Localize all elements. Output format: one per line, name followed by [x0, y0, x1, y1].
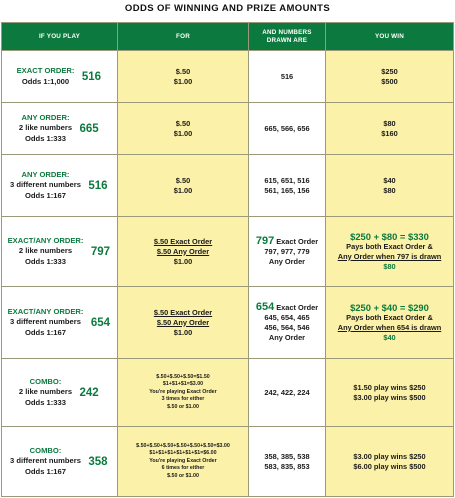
win-line: $1.50 play wins $250: [353, 382, 426, 392]
drawn-cell: [249, 359, 326, 427]
play-odds: Odds 1:1,000: [21, 76, 70, 86]
for-line: $.50+$.50+$.50=$1.50: [156, 373, 210, 380]
table-row: [2, 427, 454, 497]
play-cell: [2, 427, 118, 497]
header-numbers-drawn-line1: AND NUMBERS: [262, 28, 312, 36]
drawn-highlight-number: 797: [255, 235, 275, 247]
drawn-line: 615, 651, 516: [264, 175, 310, 185]
play-odds: Odds 1:167: [25, 190, 66, 200]
for-line: $1.00: [173, 185, 193, 195]
for-line: $.50: [175, 66, 191, 76]
for-line: $.50 Any Order: [156, 246, 210, 256]
win-total: $40: [383, 332, 396, 342]
for-line: $.50+$.50+$.50+$.50+$.50+$.50=$3.00: [136, 442, 230, 449]
drawn-line: 797, 977, 779: [264, 247, 310, 256]
win-line: $3.00 play wins $250: [353, 451, 426, 461]
drawn-highlight-number: 654: [255, 301, 275, 313]
for-line: $.50 Exact Order: [153, 236, 213, 246]
play-number: 654: [90, 316, 110, 329]
drawn-line: 456, 564, 546: [264, 323, 310, 332]
win-line: $250: [381, 66, 398, 76]
win-cell: [326, 359, 454, 427]
win-cell: [326, 51, 454, 103]
for-cell: [118, 51, 249, 103]
play-type: EXACT/ANY ORDER:: [7, 306, 84, 316]
header-for: FOR: [118, 23, 249, 51]
win-line: $80: [383, 118, 396, 128]
play-number: 516: [88, 179, 108, 192]
drawn-cell: [249, 217, 326, 287]
play-odds: Odds 1:167: [25, 327, 66, 337]
for-cell: [118, 103, 249, 155]
table-row: [2, 155, 454, 217]
drawn-cell: [249, 155, 326, 217]
for-line: You're playing Exact Order: [149, 388, 217, 395]
play-cell: [2, 51, 118, 103]
drawn-line: Any Order: [268, 257, 306, 266]
play-cell: [2, 103, 118, 155]
table-header-row: [2, 23, 454, 51]
for-line: $.50: [175, 175, 191, 185]
win-line: $80: [383, 185, 396, 195]
play-desc: 2 like numbers: [18, 123, 73, 133]
play-desc: 2 like numbers: [18, 246, 73, 256]
play-type: EXACT ORDER:: [16, 66, 75, 75]
for-line: $.50 Exact Order: [153, 307, 213, 317]
play-number: 242: [79, 386, 99, 399]
win-line: $500: [381, 76, 398, 86]
win-line: Pays both Exact Order &: [346, 312, 433, 322]
play-cell: [2, 217, 118, 287]
for-line: $1.00: [173, 327, 193, 337]
play-desc: 3 different numbers: [10, 456, 81, 466]
play-type: ANY ORDER:: [21, 112, 70, 122]
win-cell: [326, 155, 454, 217]
drawn-line: 665, 566, 656: [264, 123, 310, 133]
table-row: [2, 103, 454, 155]
play-number: 516: [81, 70, 101, 83]
win-line: $3.00 play wins $500: [353, 392, 426, 402]
play-odds: Odds 1:333: [25, 256, 66, 266]
win-line: $160: [381, 128, 398, 138]
win-equation: $250 + $80 = $330: [350, 230, 429, 242]
for-line: $1+$1+$1=$3.00: [162, 381, 204, 388]
drawn-line: 358, 385, 538: [264, 451, 310, 461]
for-line: $1.00: [173, 76, 193, 86]
drawn-cell: [249, 427, 326, 497]
play-odds: Odds 1:333: [25, 133, 66, 143]
drawn-cell: [249, 103, 326, 155]
page-title: ODDS OF WINNING AND PRIZE AMOUNTS: [124, 3, 331, 14]
play-cell: [2, 155, 118, 217]
play-desc: 2 like numbers: [18, 387, 73, 397]
table-row: [2, 287, 454, 359]
drawn-exact-label: Exact Order: [274, 303, 319, 312]
win-cell: [326, 217, 454, 287]
table-row: [2, 51, 454, 103]
for-cell: [118, 427, 249, 497]
drawn-cell: [249, 287, 326, 359]
win-line: Any Order when 797 is drawn: [337, 251, 442, 261]
play-type: EXACT/ANY ORDER:: [7, 235, 84, 245]
for-line: $.50 or $1.00: [167, 472, 199, 479]
win-line: Any Order when 654 is drawn: [337, 322, 442, 332]
drawn-line: Any Order: [268, 333, 306, 342]
for-cell: [118, 287, 249, 359]
drawn-line: 583, 835, 853: [264, 461, 310, 471]
win-line: $40: [383, 175, 396, 185]
for-line: $.50: [175, 118, 191, 128]
drawn-cell: [249, 51, 326, 103]
for-line: $1.00: [173, 128, 193, 138]
table-row: [2, 359, 454, 427]
drawn-exact-label: Exact Order: [274, 237, 319, 246]
table-row: [2, 217, 454, 287]
win-total: $80: [383, 261, 396, 271]
for-line: 3 times for either: [161, 396, 205, 403]
for-line: $1+$1+$1+$1+$1+$1=$6.00: [149, 450, 217, 457]
header-numbers-drawn-line2: DRAWN ARE: [266, 36, 308, 44]
header-numbers-drawn: [249, 23, 326, 51]
play-desc: 3 different numbers: [10, 317, 81, 327]
win-cell: [326, 103, 454, 155]
play-number: 665: [79, 122, 99, 135]
play-odds: Odds 1:333: [25, 397, 66, 407]
for-line: $.50 or $1.00: [167, 403, 199, 410]
play-type: COMBO:: [29, 376, 62, 386]
for-cell: [118, 155, 249, 217]
for-cell: [118, 359, 249, 427]
win-cell: [326, 427, 454, 497]
for-line: You're playing Exact Order: [149, 457, 217, 464]
play-desc: 3 different numbers: [10, 180, 81, 190]
drawn-line: 561, 165, 156: [264, 185, 310, 195]
play-type: ANY ORDER:: [21, 169, 70, 179]
play-type: COMBO:: [29, 445, 62, 455]
play-odds: Odds 1:167: [25, 466, 66, 476]
for-line: $1.00: [173, 256, 193, 266]
odds-table: [1, 22, 454, 497]
drawn-line: 645, 654, 465: [264, 313, 310, 322]
win-line: Pays both Exact Order &: [346, 241, 433, 251]
drawn-line: 516: [280, 71, 294, 81]
header-if-you-play: IF YOU PLAY: [2, 23, 118, 51]
for-line: 6 times for either: [161, 465, 205, 472]
drawn-line: 242, 422, 224: [264, 387, 310, 397]
play-cell: [2, 287, 118, 359]
play-cell: [2, 359, 118, 427]
win-line: $6.00 play wins $500: [353, 461, 426, 471]
play-number: 797: [90, 245, 110, 258]
header-you-win: YOU WIN: [326, 23, 454, 51]
win-cell: [326, 287, 454, 359]
win-equation: $250 + $40 = $290: [350, 301, 429, 313]
play-number: 358: [88, 455, 108, 468]
for-cell: [118, 217, 249, 287]
for-line: $.50 Any Order: [156, 317, 210, 327]
